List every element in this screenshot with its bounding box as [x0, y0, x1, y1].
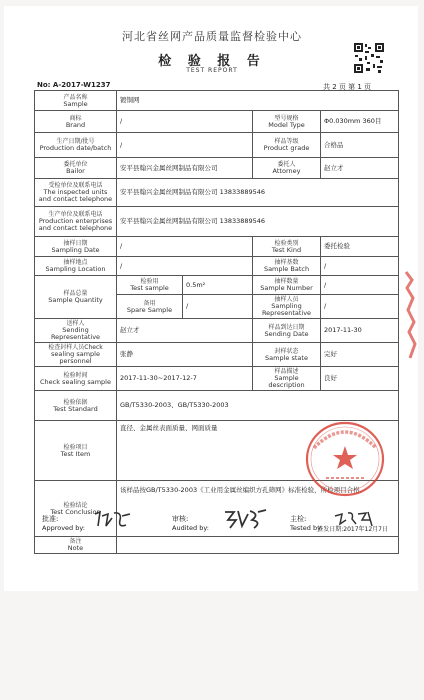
- value-spare-sample: /: [183, 295, 253, 319]
- label-sampling-rep: 抽样人员 Sampling Representative: [253, 295, 321, 319]
- label-standard: 检验依据 Test Standard: [35, 391, 117, 421]
- value-note: [117, 537, 399, 554]
- label-sample-number: 抽样数量 Sample Number: [253, 276, 321, 295]
- value-sampling-date: /: [117, 237, 253, 257]
- document-number: No: A-2017-W1237: [37, 81, 111, 89]
- row-test-sample: [35, 276, 399, 295]
- value-check-period: 2017-11-30~2017-12-7: [117, 367, 253, 391]
- label-bailor: 委托单位 Bailor: [35, 158, 117, 179]
- value-production-enterprises: 安平县翰兴金属丝网制品有限公司 13833889546: [117, 207, 399, 237]
- label-sampling-date: 抽样日期 Sampling Date: [35, 237, 117, 257]
- label-sampling-location: 抽样地点 Sampling Location: [35, 257, 117, 276]
- row-check-period: [35, 367, 399, 391]
- row-product-name: [35, 91, 399, 111]
- red-stamp-edge: [398, 270, 420, 360]
- label-product-name: 产品名称 Sample: [35, 91, 117, 111]
- value-sample-desc: 良好: [321, 367, 399, 391]
- label-brand: 商标 Brand: [35, 111, 117, 133]
- value-production-date: /: [117, 133, 253, 158]
- row-bailor: [35, 158, 399, 179]
- value-test-sample: 0.5m²: [183, 276, 253, 295]
- row-sampling-date: [35, 237, 399, 257]
- value-model: Φ0.030mm 360目: [321, 111, 399, 133]
- label-check-period: 检验时间 Check sealing sample: [35, 367, 117, 391]
- row-brand: [35, 111, 399, 133]
- row-sealing-person: [35, 343, 399, 367]
- value-sampling-location: /: [117, 257, 253, 276]
- official-seal: [300, 418, 390, 500]
- value-test-kind: 委托检验: [321, 237, 399, 257]
- label-test-sample: 检验用 Test sample: [117, 276, 183, 295]
- value-bailor: 安平县翰兴金属丝网制品有限公司: [117, 158, 253, 179]
- org-title: 河北省丝网产品质量监督检验中心: [122, 30, 302, 43]
- row-production-enterprises: [35, 207, 399, 237]
- value-product-name: 镀铜网: [117, 91, 399, 111]
- approved-signature: [92, 508, 134, 530]
- label-test-item: 检验项目 Test Item: [35, 421, 117, 481]
- row-inspected-units: [35, 179, 399, 207]
- value-sending-date: 2017-11-30: [321, 319, 399, 343]
- label-sample-desc: 样品描述 Sample description: [253, 367, 321, 391]
- report-title: 检 验 报 告: [158, 54, 266, 69]
- row-sending-rep: [35, 319, 399, 343]
- label-model: 型号规格 Model Type: [253, 111, 321, 133]
- label-sample-batch: 抽样基数 Sample Batch: [253, 257, 321, 276]
- value-seal-state: 完好: [321, 343, 399, 367]
- label-sending-rep: 送样人 Sending Representative: [35, 319, 117, 343]
- value-sealing-person: 张静: [117, 343, 253, 367]
- page-info: 共 2 页 第 1 页: [323, 83, 372, 91]
- label-attorney: 委托人 Attorney: [253, 158, 321, 179]
- value-sending-rep: 赵立才: [117, 319, 253, 343]
- value-sampling-rep: /: [321, 295, 399, 319]
- label-spare-sample: 备用 Spare Sample: [117, 295, 183, 319]
- value-product-grade: 合格品: [321, 133, 399, 158]
- label-conclusion: 检验结论 Test Conclusion: [35, 481, 117, 537]
- value-standard: GB/T5330-2003、GB/T5330-2003: [117, 391, 399, 421]
- value-attorney: 赵立才: [321, 158, 399, 179]
- row-note: [35, 537, 399, 554]
- label-sample-quantity: 样品总量 Sample Quantity: [35, 276, 117, 319]
- tested-signature: [332, 508, 376, 530]
- conclusion-text: 该样品按GB/T5330-2003《工业用金属丝编织方孔筛网》标准检验，所检项目合格。: [120, 486, 367, 494]
- value-test-item: 直径、金属丝表面质量、网面质量: [117, 421, 399, 481]
- label-product-grade: 样品等级 Product grade: [253, 133, 321, 158]
- value-sample-batch: /: [321, 257, 399, 276]
- audited-by-label: 审核: Audited by:: [172, 515, 209, 532]
- label-inspected-units: 受检单位及联系电话 The inspected units and contact telephone: [35, 179, 117, 207]
- report-subtitle: TEST REPORT: [186, 67, 238, 74]
- qr-code-icon: [353, 42, 385, 74]
- row-standard: [35, 391, 399, 421]
- value-inspected-units: 安平县翰兴金属丝网制品有限公司 13833889546: [117, 179, 399, 207]
- row-sampling-location: [35, 257, 399, 276]
- label-seal-state: 封样状态 Sample state: [253, 343, 321, 367]
- value-brand: /: [117, 111, 253, 133]
- label-note: 备注 Note: [35, 537, 117, 554]
- label-test-kind: 检验类别 Test Kind: [253, 237, 321, 257]
- label-production-date: 生产日期/批号 Production date/batch: [35, 133, 117, 158]
- value-sample-number: /: [321, 276, 399, 295]
- approved-by-label: 批准: Approved by:: [42, 515, 85, 532]
- tested-by-label: 主检: Tested by:: [290, 515, 323, 532]
- audited-signature: [222, 508, 268, 530]
- label-sealing-person: 检查封样人员Check sealing sample personnel: [35, 343, 117, 367]
- conclusion-sign-date: 签发日期:2017年12月7日: [317, 526, 388, 533]
- label-sending-date: 样品到达日期 Sending Date: [253, 319, 321, 343]
- row-production-date: [35, 133, 399, 158]
- label-production-enterprises: 生产单位及联系电话 Production enterprises and contact telephone: [35, 207, 117, 237]
